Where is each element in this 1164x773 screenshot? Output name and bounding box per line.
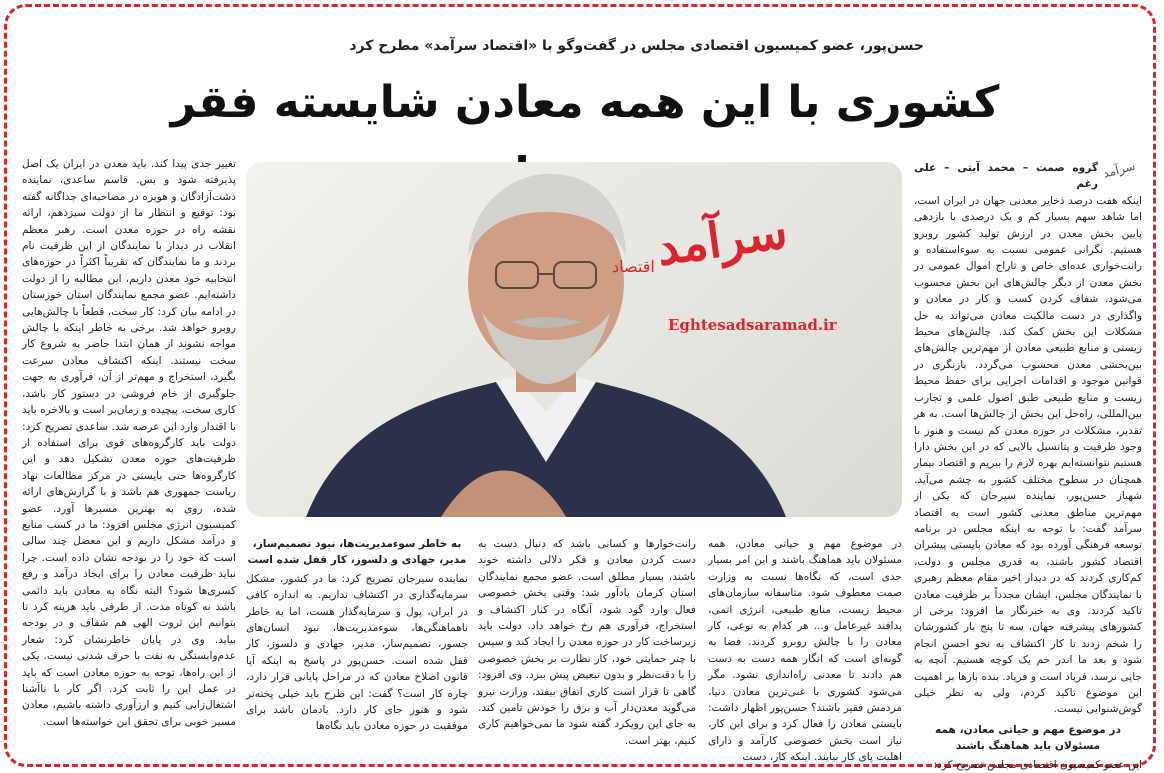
column-bottom-1 [708, 536, 902, 764]
column-bottom-3-text: نماینده سیرجان تصریح کرد: ما در کشور، مشکل سرمایه‌گذاری در اکتشاف نداریم. به اندازه کافی در ایران، پول و سرمایه‌گذار هست، اما به خاطر ناهماهنگی‌ها، سوءمدیریت‌ها، نبود انسان‌های جسور، تصمیم‌ساز، مدیر، جهادی و دلسوز، کار قفل شده است. حسن‌پور در پاسخ به اینکه آیا قانون اصلاح معادن که در مراحل پایانی قرار دارد، چاره کار است؟ گفت: این طرح باید خیلی پخته‌تر شود و هنوز جای کار دارد. یادمان باشد برای موفقیت در حوزه معادن باید نگاه‌ها [246, 572, 468, 733]
article-headline: کشوری با این همه معادن شایسته فقر [170, 77, 1000, 128]
column-right-text: اینکه هفت درصد ذخایر معدنی جهان در ایران است، اما شاهد سهم بسیار کم و یک درصدی با بازدهی پایین بخش معدن در ارزش تولید کشور روبرو هستیم. نگرانی عمومی نسبت به سوءاستفاده و رانت‌خواری عده‌ای خاص و تاراج اموال عمومی در بخش معدن از دیگر چالش‌های این بخش محسوب می‌شود. شفاف کردن کسب و کار در معادن و واگذاری در دست مالکیت معادن می‌تواند به حل مشکلات این بخش کمک کند. چالش‌های محیط زیستی و منابع طبیعی معادن از مهم‌ترین چالش‌های بین‌بخشی معدن محسوب می‌گردد. بازنگری در قوانین موجود و اقدامات اجرایی برای حفظ محیط زیست و منابع طبیعی طبق اصول علمی و تجارب بین‌المللی، راه‌حل این بخش از چالش‌ها است. به هر تقدیر، مشکلات در حوزه معدن کم نیست و هنوز با وجود ظرفیت و پتانسیل بالایی که در این بخش دارا هستیم نتوانسته‌ایم بهره لازم را ببریم و اقتصاد بیمار همچنان در سطوح مختلف کشور به چشم می‌آید. شهباز حسن‌پور، نماینده سیرجان که یکی از مهم‌ترین مناطق معدنی کشور است به اقتصاد سرآمد گفت: با توجه به اینکه مجلس در برنامه توسعه فرهنگی آورده بود که معادن بایستی پیشران اقتصاد کشور باشند، به قدری مجلس و دولت، کم‌کاری کردند که در دیدار اخیر مقام معظم رهبری با نمایندگان مجلس، ایشان مجدداً بر ظرفیت معادن تاکید کردند. وی به خبرنگار ما افزود: برخی از کشورهای پیشرفته جهان، سه تا پنج بار کشورشان را شخم زدند تا کار اکتشاف به نحو احسن انجام شود و بعد ما اندر خم یک کوچه هستیم. آنچه به جایی نرسد، فریاد است و فریاد. بنده بارها بر اهمیت این موضوع تاکید کردم، ولی به نظر خیلی گوش‌شنوایی نیست. [914, 194, 1142, 716]
side-brand-logo: سرآمد [1101, 158, 1137, 181]
brand-logo-small: اقتصاد [612, 257, 655, 276]
column-bottom-3-subhead: به خاطر سوءمدیریت‌ها، نبود تصمیم‌ساز، مدیر، جهادی و دلسوز، کار قفل شده است [247, 538, 467, 567]
interview-photo [246, 162, 902, 517]
brand-logo-word: سرآمد [653, 203, 791, 277]
column-bottom-2-text: رانت‌خوارها و کسانی باشد که دنبال دست به دست کردن معادن و فکر دلالی داشته خوند باشند، بسیار مطلق است. عضو مجمع نمایندگان استان کرمان یادآور شد: وقتی بخش خصوصی فعال وارد گود شود، آنگاه در کنار اکتشاف و استخراج، فرآوری هم رخ خواهد داد. دولت باید زیرساخت کار در حوزه معدن را ایجاد کند و سپس با چتر حمایتی خود، کار نظارت بر بخش خصوصی را با دقت‌نظر و بدون تبعیض پیش ببرد. وی افزود: گاهی تا قرار است کاری اتفاق بیفتد، وزارت نیرو می‌گوید معدن‌دار آب و برق را خودش تامین کند. به جای این رویکرد گفته شود ما نمی‌خواهیم کاری کنیم، بهتر است. [478, 538, 696, 747]
column-bottom-1-text: در موضوع مهم و حیاتی معادن، همه مسئولان باید هماهنگ باشند و این امر بسیار جدی است، که نگاه‌ها نسبت به وزارت صمت معطوف شود. متاسفانه سازمان‌های محیط زیست، منابع طبیعی، انرژی اتمی، پدافند غیرعامل و... هر کدام به نوعی، کار معادن را با چالش روبرو کردند. فضا به گونه‌ای است که انگار همه دست به دست هم دادند تا معدنی راه‌اندازی نشود. مگر می‌شود کشوری با غنی‌ترین معادن دنیا، مردمش فقیر باشند؟ حسن‌پور اظهار داشت: بایستی معادن را فعال کرد و برای این کار، نیاز است بخش خصوصی کارآمد و دارای اهلیت پای کار بیایند. اینکه کار، دست [708, 538, 902, 764]
column-left [22, 156, 236, 756]
column-left-text: تغییر جدی پیدا کند. باید معدن در ایران یک اصل پذیرفته شود و بس. قاسم ساعدی، نماینده دشت‌آزادگان و هویزه در مصاحبه‌ای جداگانه گفته بود: توقیع و انتظار ما از دولت سیزدهم، ارائه نقشه راه در حوزه معدن است. رهبر معظم انقلاب در دیدار با نمایندگان از این ظرفیت نام بردند و ما نمایندگان که تقریباً اکثراً در حوزه‌های انتخابیه خود معدن داریم، این مطالبه را از دولت داشته‌ایم. عضو مجمع نمایندگان استان خوزستان در ادامه بیان کرد: کار سخت، قطعاً با چالش‌هایی روبرو خواهد شد. برخی به خاطر اینکه با چالش مواجه نشوند از همان ابتدا حاضر به شروع کار سخت نیستند. اینکه اکتشاف معادن سرعت بگیرد، استخراج و مهم‌تر از آن، فرآوری به جهت جلوگیری از خام فروشی در دستور کار باشد، کاری سخت، پیچیده و زمان‌بر است و بالاخره باید با اقتدار وارد این عرصه شد. ساعدی تصریح کرد: دولت باید کارگروه‌های قوی برای استفاده از ظرفیت‌های حوزه معدن تشکیل دهد و این کارگروه‌ها حتی بایستی در مرکز مطالعات نهاد ریاست جمهوری هم باشد و با گزارش‌های ارائه شده، روی به بهترین مسیرها آورد. عضو کمیسیون انرژی مجلس افزود: ما در کسب منابع و درآمد مشکل داریم و این معضل چند سالی است که خود را در بودجه نشان داده است. چرا نباید ظرفیت معادن را برای ایجاد درآمد و رفع کسری‌ها شود؟ البته نگاه به معادن باید دائمی باشد نه کوتاه مدت. از طرفی باید هزینه کرد تا بتوانیم این ثروت الهی هم شفاف و در بودجه بیاید. وی در پایان خاطرنشان کرد: شعار عدم‌وابستگی به نفت با حرف شدنی نیست. یکی از این راه‌ها، توجه به حوزه معادن است که باید در عمل این را ثابت کرد. اگر کار با ناآشنا اشتغال‌زایی کنیم و ارزآوری داشته باشیم، معادن مسیر خوبی برای تحقق این خواسته‌ها است. [22, 158, 236, 728]
column-right-text-2: این عضو کمیسیون اقتصادی مجلس تصریح کرد: [933, 758, 1142, 771]
column-bottom-2 [478, 536, 696, 758]
column-bottom-3 [246, 532, 468, 758]
site-url: Eghtesadsaramad.ir [668, 316, 837, 334]
column-right [914, 160, 1142, 771]
column-right-subhead: در موضوع مهم و حیاتی معادن، همه مسئولان باید هماهنگ باشند [935, 723, 1121, 753]
article-kicker: حسن‌پور، عضو کمیسیون اقتصادی مجلس در گفت‌وگو با «اقتصاد سرآمد» مطرح کرد [349, 38, 924, 54]
byline: گروه صمت – محمد آیتی – علی رغم [914, 162, 1098, 191]
